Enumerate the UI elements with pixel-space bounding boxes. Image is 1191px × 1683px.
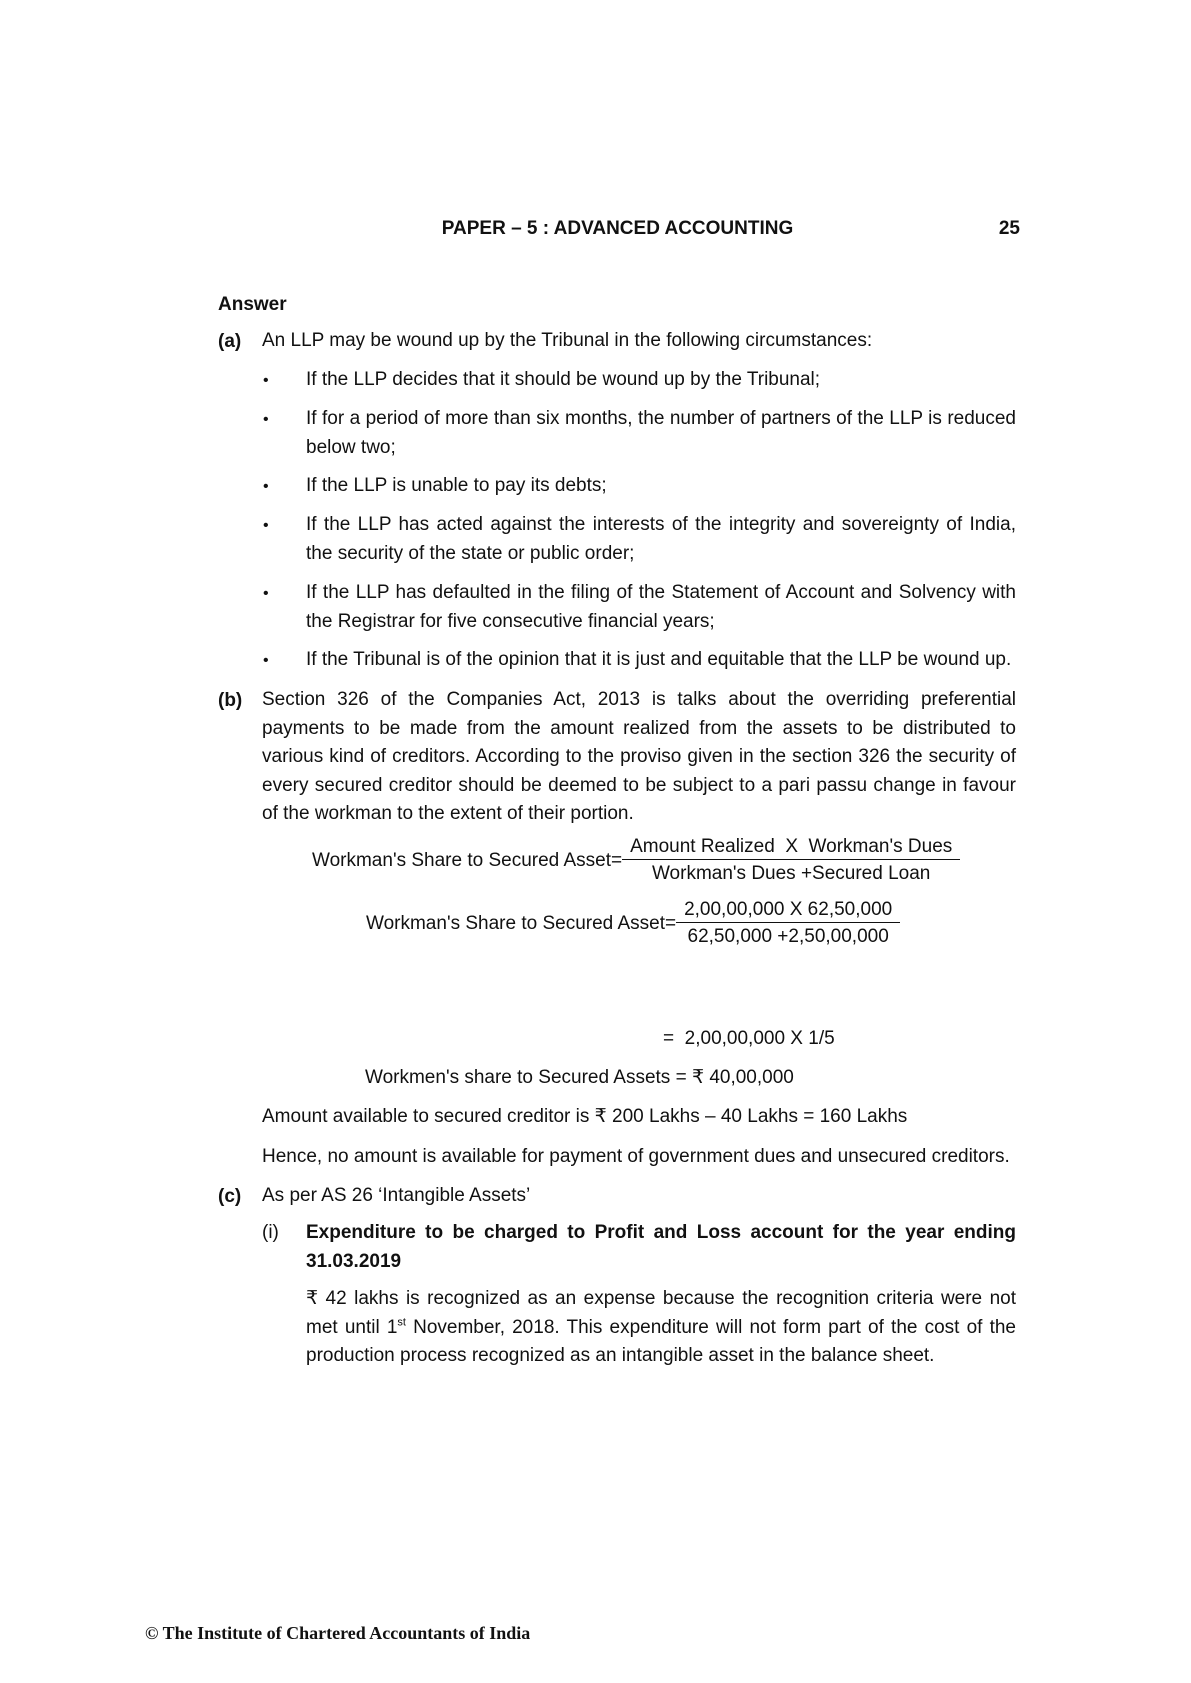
bullet-dot-4: • [263, 517, 269, 534]
bullet-dot-6: • [263, 652, 269, 669]
part-c-intro: As per AS 26 ‘Intangible Assets’ [262, 1185, 531, 1206]
part-c-explanation [306, 1285, 1016, 1371]
formula-2-denominator: 62,50,000 +2,50,00,000 [687, 926, 889, 947]
formula-2 [366, 899, 900, 948]
part-a-bullet-1: If the LLP decides that it should be wound up by the Tribunal; [306, 369, 821, 390]
page-number: 25 [998, 218, 1020, 239]
formula-2-fraction [676, 899, 900, 948]
amount-available-line: Amount available to secured creditor is ₹ 200 Lakhs – 40 Lakhs = 160 Lakhs [262, 1106, 908, 1127]
part-b-label: (b) [218, 690, 243, 711]
sub-heading-line-1: Expenditure to be charged to Profit and Loss account for the year ending [306, 1222, 1016, 1243]
part-b-conclusion: Hence, no amount is available for payment of government dues and unsecured creditors. [262, 1146, 1010, 1167]
bullet-dot-1: • [263, 372, 269, 389]
part-a-bullet-2: If for a period of more than six months, the number of partners of the LLP is reduced below two; [306, 408, 1016, 458]
formula-2-numerator: 2,00,00,000 X 62,50,000 [676, 899, 900, 923]
explanation-part-2: November, 2018. This expenditure will not form part of the cost of the production process recognized as an intangible asset in the balance sheet. [306, 1316, 1016, 1366]
bullet-dot-3: • [263, 478, 269, 495]
answer-heading: Answer [218, 294, 287, 315]
explanation-part-1: ₹ 42 lakhs is recognized as an expense because the recognition criteria were not met until 1 [306, 1288, 1016, 1338]
bullet-dot-2: • [263, 411, 269, 428]
part-b-paragraph: Section 326 of the Companies Act, 2013 is talks about the overriding preferential payments to be made from the amount realized from the assets to be distributed to various kind of creditors. According to the proviso given in the section 326 the security of every secured creditor should be deemed to be subject to a pari passu change in favour of the workman to the extent of their portion. [262, 689, 1016, 824]
part-a-bullet-4: If the LLP has acted against the interests of the integrity and sovereignty of India, the security of the state or public order; [306, 514, 1016, 564]
part-c-label: (c) [218, 1186, 242, 1207]
part-c-sub-heading [306, 1219, 1016, 1276]
page-footer: © The Institute of Chartered Accountants of India [145, 1623, 531, 1643]
sub-heading-line-2: 31.03.2019 [306, 1250, 402, 1272]
part-a-bullet-6: If the Tribunal is of the opinion that it is just and equitable that the LLP be wound up. [306, 649, 1012, 670]
formula-1-denominator: Workman's Dues +Secured Loan [651, 863, 931, 884]
formula-1-lhs: Workman's Share to Secured Asset= [312, 849, 623, 871]
part-a-intro: An LLP may be wound up by the Tribunal in the following circumstances: [262, 330, 873, 351]
explanation-superscript: st [397, 1316, 406, 1329]
formula-1 [312, 836, 960, 885]
page-header-title: PAPER – 5 : ADVANCED ACCOUNTING [441, 218, 794, 239]
workmen-share-result: Workmen's share to Secured Assets = ₹ 40,00,000 [365, 1067, 794, 1088]
formula-2-lhs: Workman's Share to Secured Asset= [366, 912, 677, 934]
part-a-bullet-3: If the LLP is unable to pay its debts; [306, 475, 607, 496]
bullet-dot-5: • [263, 585, 269, 602]
part-c-sub-label: (i) [262, 1222, 279, 1243]
formula-1-fraction [622, 836, 960, 885]
formula-1-numerator: Amount Realized X Workman's Dues [622, 836, 960, 860]
part-a-bullet-5: If the LLP has defaulted in the filing of the Statement of Account and Solvency with the Registrar for five consecutive financial years; [306, 582, 1016, 632]
calculation-step: = 2,00,00,000 X 1/5 [663, 1028, 835, 1049]
part-a-label: (a) [218, 331, 242, 352]
